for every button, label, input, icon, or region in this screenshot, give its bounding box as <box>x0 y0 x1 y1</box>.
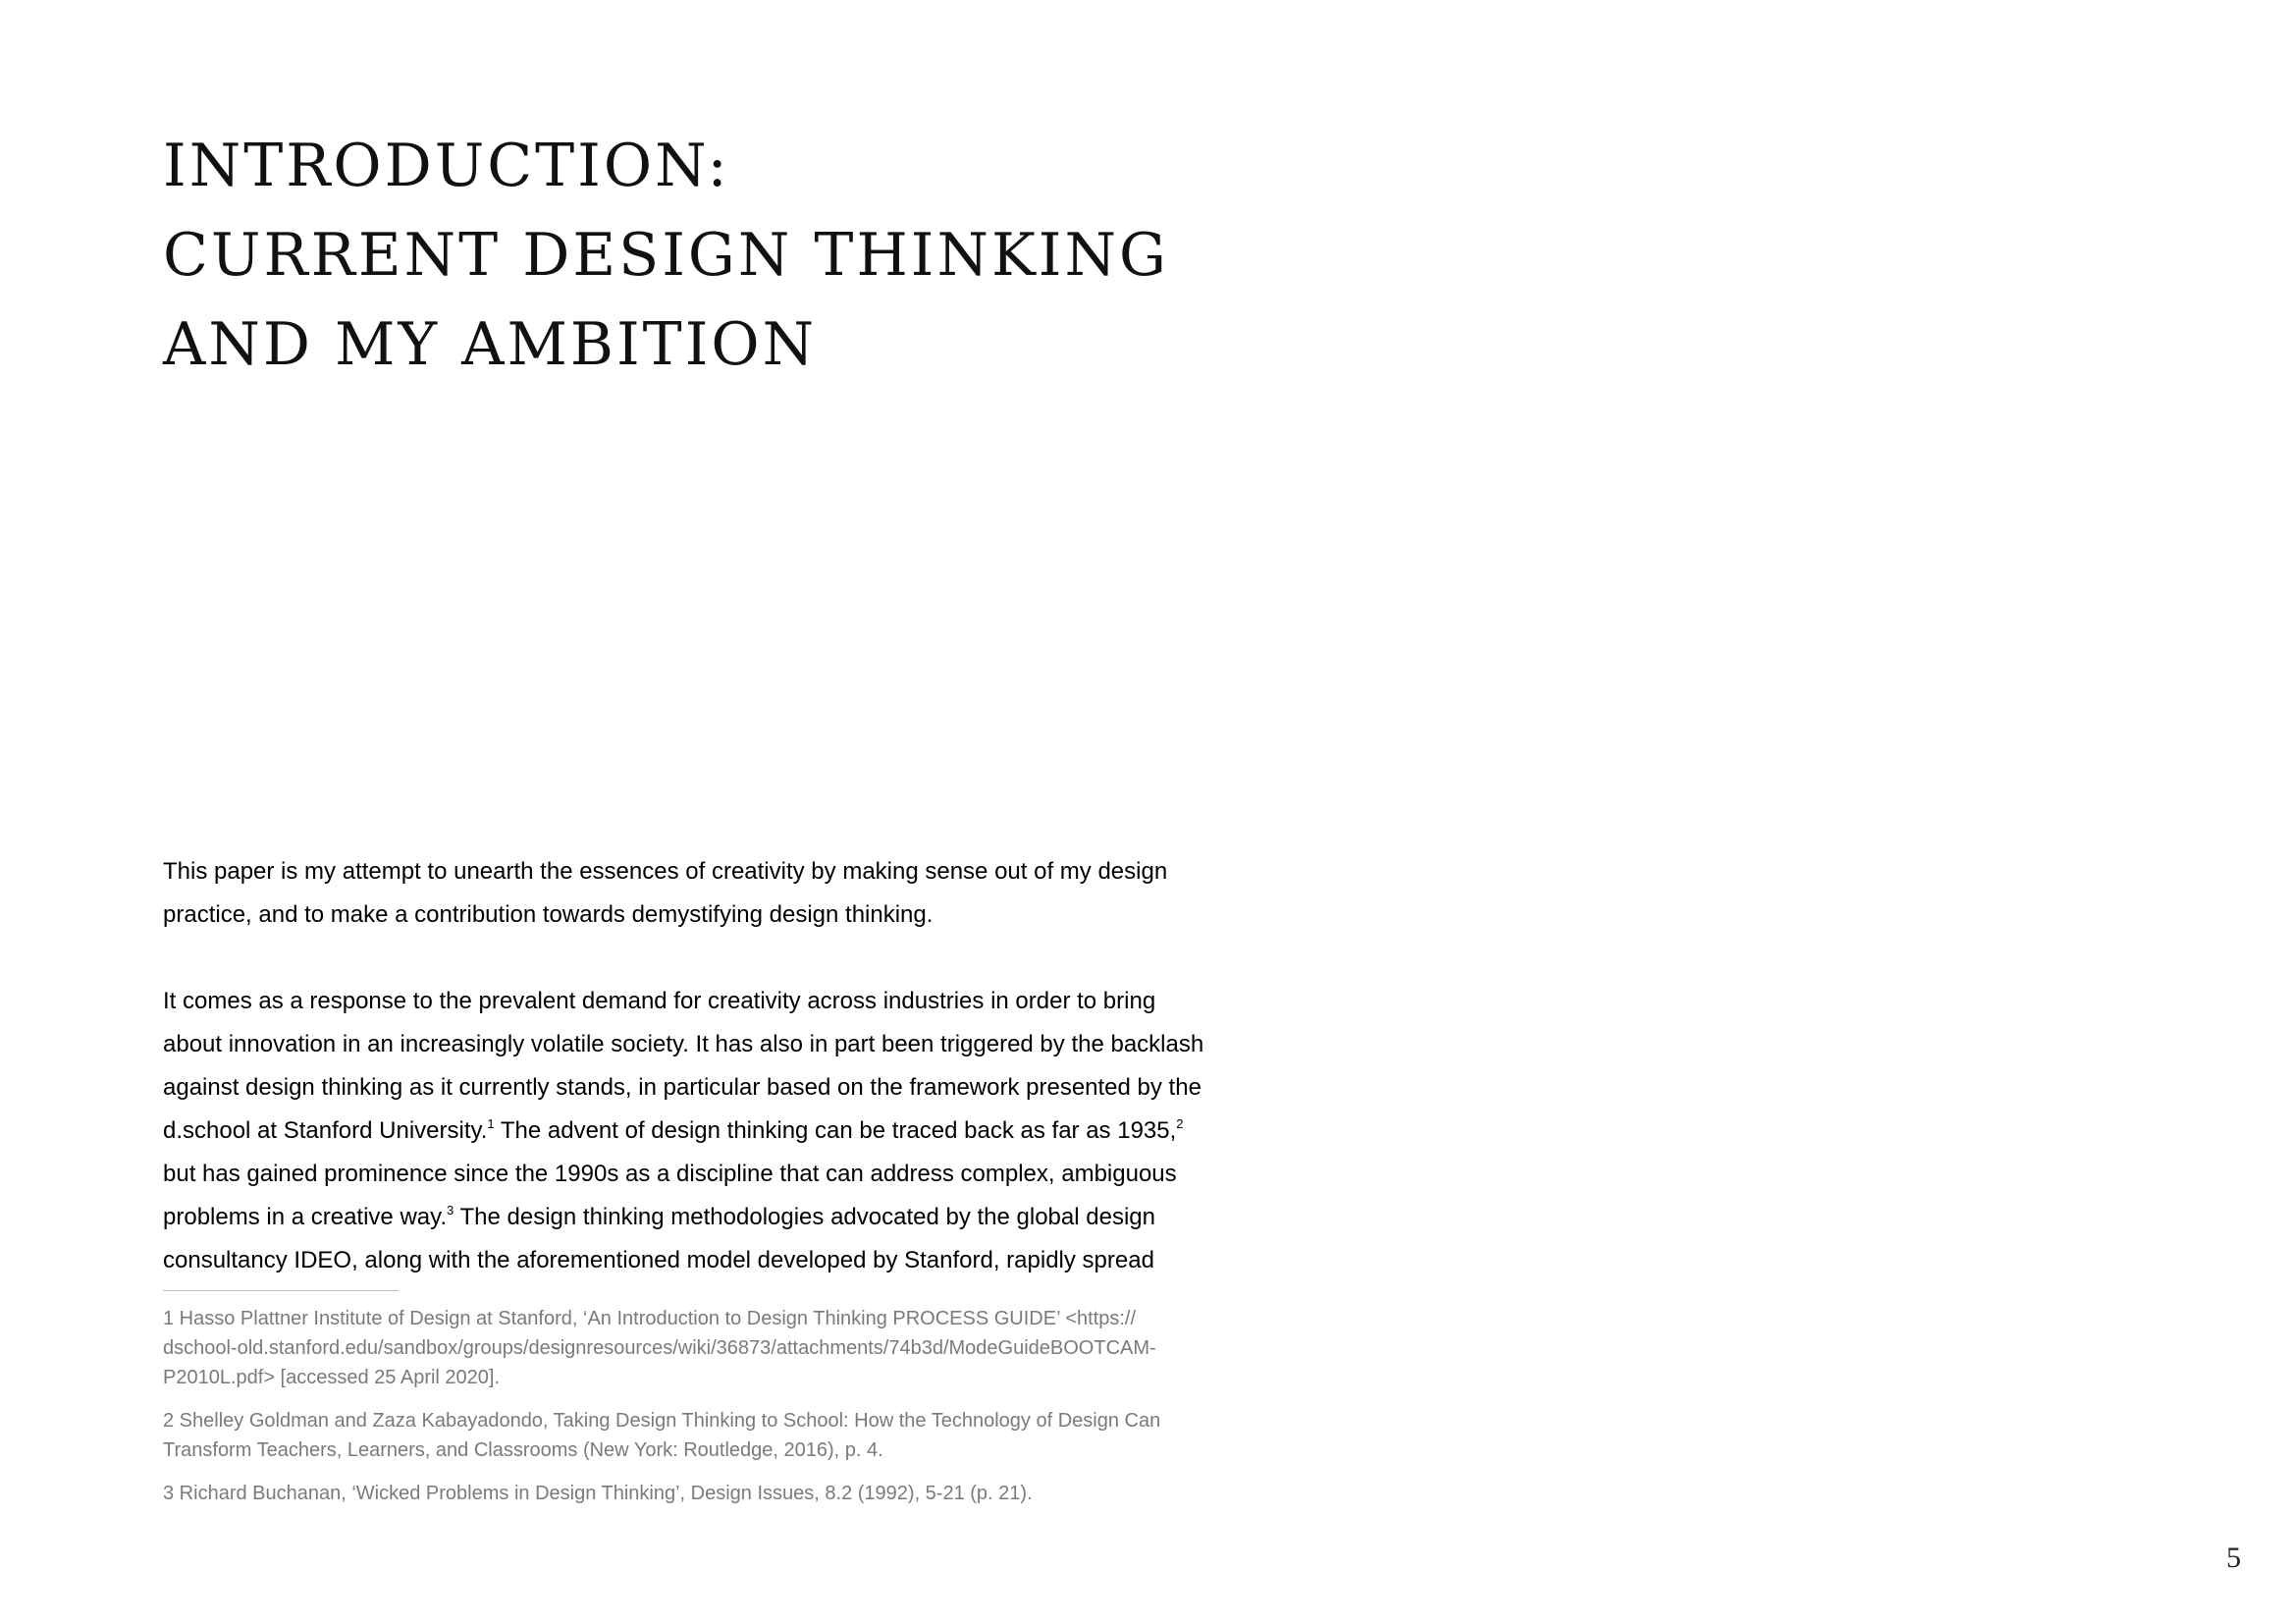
heading-line-3: AND MY AMBITION <box>163 310 818 379</box>
paragraph-context <box>163 980 1243 1282</box>
text-fragment: d.school at Stanford University. <box>163 1117 488 1144</box>
text-fragment: The advent of design thinking can be traced back as far as 1935, <box>494 1117 1177 1144</box>
text-line: This paper is my attempt to unearth the essences of creativity by making sense out of my design <box>163 858 1168 885</box>
body-text <box>163 850 1243 1282</box>
footnote-line: Transform Teachers, Learners, and Classrooms (New York: Routledge, 2016), p. 4. <box>163 1439 883 1461</box>
heading-line-2: CURRENT DESIGN THINKING <box>163 221 1169 290</box>
footnote-line: dschool-old.stanford.edu/sandbox/groups/designresources/wiki/36873/attachments/74b3d/ModeGuideBOOTCAM- <box>163 1337 1156 1359</box>
text-line: consultancy IDEO, along with the aforementioned model developed by Stanford, rapidly spread <box>163 1247 1154 1273</box>
text-line: against design thinking as it currently stands, in particular based on the framework presented by the <box>163 1074 1201 1101</box>
footnote-3 <box>163 1479 1282 1508</box>
footnote-line: P2010L.pdf> [accessed 25 April 2020]. <box>163 1367 501 1388</box>
footnote-line: 2 Shelley Goldman and Zaza Kabayadondo, Taking Design Thinking to School: How the Technology of Design Can <box>163 1410 1161 1432</box>
text-fragment: The design thinking methodologies advocated by the global design <box>454 1204 1155 1230</box>
text-fragment: problems in a creative way. <box>163 1204 448 1230</box>
footnote-line: 1 Hasso Plattner Institute of Design at Stanford, ‘An Introduction to Design Thinking PROCESS GUIDE’ <https:// <box>163 1308 1137 1329</box>
footnote-ref-1[interactable]: 1 <box>487 1116 495 1131</box>
footnote-ref-3[interactable]: 3 <box>447 1203 454 1218</box>
footnote-1 <box>163 1304 1282 1392</box>
text-line: about innovation in an increasingly volatile society. It has also in part been triggered by the backlash <box>163 1031 1204 1057</box>
footnote-ref-2[interactable]: 2 <box>1176 1116 1184 1131</box>
text-line: practice, and to make a contribution towards demystifying design thinking. <box>163 901 934 928</box>
chapter-heading <box>163 122 1169 390</box>
page-number: 5 <box>2226 1542 2241 1574</box>
text-line: but has gained prominence since the 1990s as a discipline that can address complex, ambiguous <box>163 1161 1177 1187</box>
footnote-line: 3 Richard Buchanan, ‘Wicked Problems in Design Thinking’, Design Issues, 8.2 (1992), 5-21 (p. 21). <box>163 1483 1033 1504</box>
text-line: It comes as a response to the prevalent demand for creativity across industries in order to bring <box>163 988 1156 1014</box>
footnotes <box>163 1304 1282 1508</box>
text-line <box>163 1110 1243 1153</box>
paragraph-intro <box>163 850 1243 937</box>
heading-line-1: INTRODUCTION: <box>163 132 730 200</box>
footnote-divider <box>163 1290 399 1291</box>
footnote-2 <box>163 1406 1282 1465</box>
text-line <box>163 1196 1243 1239</box>
